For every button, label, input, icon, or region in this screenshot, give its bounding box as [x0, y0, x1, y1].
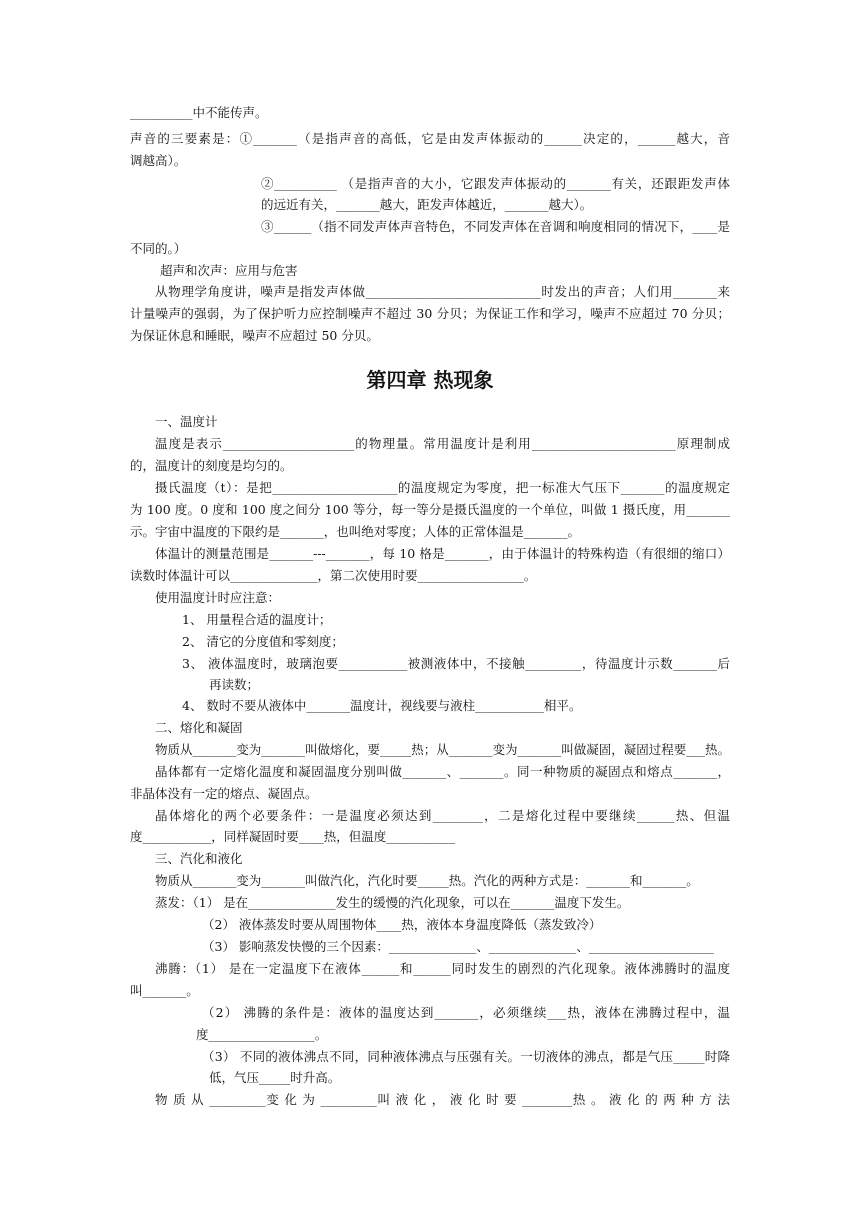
text-line: ②__________ （是指声音的大小，它跟发声体振动的_______有关，还跟距发声体	[261, 176, 730, 191]
text-line: 超声和次声：应用与危害	[160, 263, 298, 278]
chapter-title: 第四章 热现象	[366, 368, 494, 392]
text-line: （2） 沸腾的条件是：液体的温度达到_______，必须继续___热，液体在沸腾过程中，温	[202, 1005, 730, 1020]
text-line: 度_________________。	[196, 1027, 328, 1042]
text-line: 叫_______。	[130, 983, 199, 998]
text-line: 摄氏温度（t）：是把____________________的温度规定为零度，把一标准大气压下_______的温度规定	[155, 480, 730, 495]
text-line: 使用温度计时应注意：	[155, 590, 281, 605]
text-line: 体温计的测量范围是_______---_______，每 10 格是_______，由于体温计的特殊构造（有很细的缩口）	[155, 546, 730, 561]
text-line: 物 质 从 _________变 化 为 _________叫 液 化 ， 液 化 时 要 ________热 。 液 化 的 两 种 方 法	[155, 1092, 730, 1107]
text-line: 度___________，同样凝固时要____热，但温度___________	[130, 829, 456, 844]
text-line: 的远近有关，_______越大，距发声体越近，_______越大）。	[261, 197, 593, 212]
list-item: 4、 数时不要从液体中_______温度计，视线要与液柱___________相平。	[182, 698, 582, 713]
text-line: 示。宇宙中温度的下限约是_______，也叫绝对零度；人体的正常体温是_______。	[130, 524, 581, 539]
text-line: 调越高）。	[130, 153, 187, 168]
list-item: 1、 用量程合适的温度计；	[182, 612, 332, 627]
list-item: 2、 清它的分度值和零刻度；	[182, 634, 344, 649]
section-heading: 三、汽化和液化	[155, 851, 243, 866]
text-line: （3） 影响蒸发快慢的三个因素：______________、______________、____________________	[202, 939, 714, 954]
text-line: （2） 液体蒸发时要从周围物体____热，液体本身温度降低（蒸发致冷）	[202, 917, 602, 932]
text-line: 温度是表示_____________________的物理量。常用温度计是利用_______________________原理制成	[155, 436, 730, 451]
section-heading: 二、熔化和凝固	[155, 720, 243, 735]
text-line: 晶体熔化的两个必要条件：一是温度必须达到________，二是熔化过程中要继续______热、但温	[155, 808, 730, 823]
text-line: 物质从_______变为_______叫做汽化，汽化时要_____热。汽化的两种方式是：_______和_______。	[155, 873, 699, 888]
text-line: 非晶体没有一定的熔点、凝固点。	[130, 786, 318, 801]
text-line: 从物理学角度讲，噪声是指发声体做____________________________时发出的声音；人们用_______来	[155, 284, 730, 299]
text-line: __________中不能传声。	[130, 105, 268, 120]
text-line: 低，气压_____时升高。	[209, 1070, 341, 1085]
text-line: 沸腾：（1） 是在一定温度下在液体______和______同时发生的剧烈的汽化现象。液体沸腾时的温度	[155, 961, 730, 976]
text-line: 读数时体温计可以______________，第二次使用时要_________________。	[130, 568, 537, 583]
text-line: 物质从_______变为_______叫做熔化，要_____热；从_______变为_______叫做凝固，凝固过程要___热。	[155, 742, 730, 757]
text-line: 计量噪声的强弱，为了保护听力应控制噪声不超过 30 分贝；为保证工作和学习，噪声不应超过 70 分贝；	[130, 306, 730, 321]
text-line: 的，温度计的刻度是均匀的。	[130, 458, 293, 473]
text-line: 为 100 度。0 度和 100 度之间分 100 等分，每一等分是摄氏温度的一个单位，叫做 1 摄氏度，用_______	[130, 502, 730, 517]
text-line: （3） 不同的液体沸点不同，同种液体沸点与压强有关。一切液体的沸点，都是气压_____时降	[202, 1049, 730, 1064]
text-line: 再读数；	[209, 677, 260, 692]
text-line: 不同的。）	[130, 241, 187, 256]
text-line: 为保证休息和睡眠，噪声不应超过 50 分贝。	[130, 328, 379, 343]
section-heading: 一、温度计	[155, 414, 218, 429]
text-line: 蒸发：（1） 是在______________发生的缓慢的汽化现象，可以在_______温度下发生。	[155, 895, 630, 910]
text-line: 声音的三要素是：①_______（是指声音的高低，它是由发声体振动的______决定的，______越大，音	[130, 131, 730, 146]
text-line: ③______（指不同发声体声音特色，不同发声体在音调和响度相同的情况下，____是	[261, 219, 730, 234]
text-line: 晶体都有一定熔化温度和凝固温度分别叫做_______、_______。同一种物质的凝固点和熔点_______，	[155, 764, 730, 779]
list-item: 3、 液体温度时，玻璃泡要___________被测液体中，不接触_________，待温度计示数_______后	[182, 656, 730, 671]
